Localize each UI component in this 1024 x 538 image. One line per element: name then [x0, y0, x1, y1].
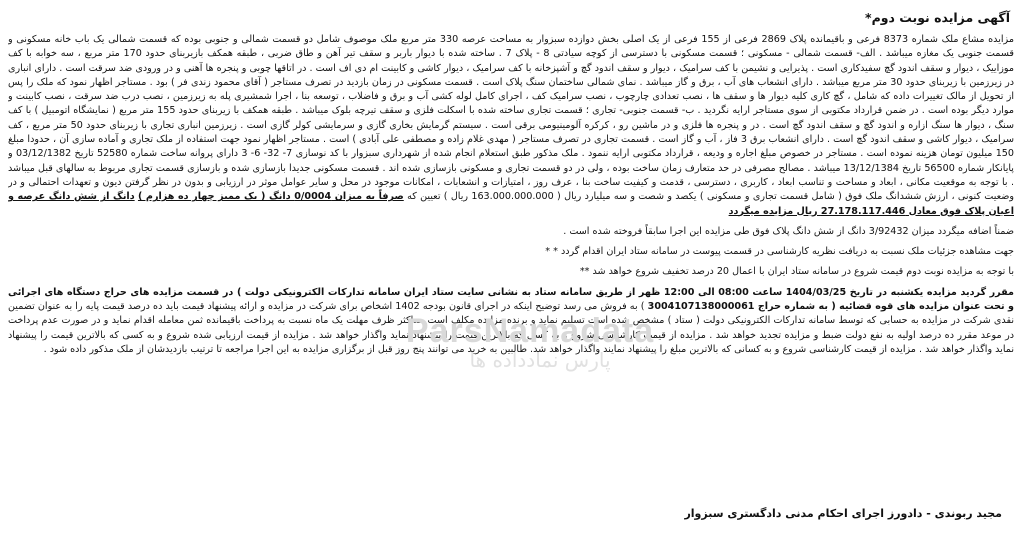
share-amount: صرفاً به میزان 0/0004 دانگ ( یک ممیز چهار ده هزارم ) — [137, 191, 404, 203]
notice-title: آگهی مزایده نوبت دوم* — [865, 10, 1010, 25]
auction-terms — [8, 286, 1014, 357]
auction-terms-body: ) به فروش می رسد توضیح اینکه در اجرای قانون بودجه 1402 اشخاص برای شرکت در مزایده و ارائه پیشنهاد قیمت باید ده درصد قیمت پایه را به عنوان تضمین نقدی شرکت در مزایده به حسابی که توسط سامانه تدارکات الکترونیکی دولت ( ستاد ) مشخص شده است تسلیم نماید و برنده مزایده مکلف است حداکثر ظرف مهلت یک ماه نسبت به پرداخت باقیمانده ثمن معامله اقدام نماید و در صورت عدم پرداخت در موعد مقرر ده درصد اولیه به نفع دولت ضبط و مزایده تجدید خواهد شد . مزایده از قیمت کارشناسی شروع و به کسی که بالاترین قیمت را پیشنهاد نماید واگذار خواهد شد . مزایده از قیمت ارزیابی شده شروع و به کسی که بالاترین قیمت را پیشنهاد نماید واگذار خواهد شد . مزایده از قیمت کارشناسی شروع و به کسانی که بالاترین مبلغ را پیشنهاد نمایند واگذار خواهد شد. طالبین به خرید می توانند پنج روز قبل از برگزاری مزایده به این اجرا مراجعه تا ترتیب بازدیدشان از ملک مذکور داده شود . — [8, 301, 1014, 355]
property-description-body: مزایده مشاع ملک شماره 8373 فرعی و باقیمانده پلاک 2869 فرعی از 155 فرعی از یک اصلی بخش دوازده سبزوار به مساحت عرصه 330 متر مربع ملک موصوف شامل دو قسمت شمالی و جنوبی بوده که قسمت شمالی یک باب خانه مسکونی و قسمت جنوبی یک مغازه میباشد . الف- قسمت شمالی - مسکونی ؛ قسمت مسکونی با دسترسی از کوچه سیادتی 8 - پلاک 7 . ساخته شده با دیوار باربر و سقف تیر آهن و طاق ضربی ، طبقه همکف بازیربنای حدود 170 متر مربع ، سه خوابه با کف موزاییک ، دیوار و سقف اندود گچ سفیدکاری است . پذیرایی و نشیمن با کف سرامیک ، دیوار و سقف اندود گچ و آشپزخانه با کف سرامیک ، دیوار کاشی و کابینت ام دی اف است . در اتاقها چوبی و پنجره ها آهنی و در ورودی ضد سرقت است . دارای انباری در زیرزمین با زیربنای حدود 30 متر مربع میباشد . دارای انشعاب های آب ، برق و گاز میباشد . نمای شمالی ساختمان سنگ پلاک است . قسمت مسکونی در زمان بازدید در تصرف مستاجر ( آقای محمود زندی فر ) بود . مستاجر اظهار نمود که ملک را پس از تحویل از مالک تغییرات داده که شامل ، گچ کاری کلیه دیوار ها و سقف ها ، نصب تعدادی چارچوب ، نصب سرامیک کف ، اجرای کامل لوله کشی آب و برق و فاضلاب ، توسعه بنا ، اجرا شمشیری پله به زیرزمین ، نصب درب ضد سرقت ، نصب کابینت و موارد دیگر بوده است . در ضمن قرارداد مکتوبی از سوی مستاجر ارایه نگردید . ب- قسمت جنوبی- تجاری ؛ قسمت تجاری ساخته شده با اسکلت فلزی و سقف تیرچه بلوک میباشد . طبقه همکف با زیربنای حدود 155 متر مربع ( نمایشگاه اتومبیل ) با کف سنگ ، دیوار ها سنگ ازاره و اندود گچ و سقف اندود گچ است . در و پنجره ها فلزی و در ماشین رو ، کرکره آلومینیومی برقی است . سیستم گرمایش بخاری گازی و سرمایشی کولر گازی است . زیرزمین انباری تجاری با زیربنای حدود 50 متر مربع ، کف سرامیک ، دیوار کاشی و سقف اندود گچ است . دارای انشعاب برق 3 فاز ، آب و گاز است . قسمت تجاری در تصرف مستاجر ( مهدی غلام زاده و مصطفی علی آبادی ) است . مستاجر اظهار نمود جهت استفاده از ملک تجاری و آماده سازی آن ، حدودا مبلغ 150 میلیون تومان هزینه نموده است . مستاجر در خصوص مبلغ اجاره و ودیعه ، قرارداد مکتوبی ارایه ننمود . ملک مذکور طبق استعلام انجام شده از شهرداری سبزوار با کد نوسازی 7- 32- 6- 3 دارای پروانه ساخت شماره 52580 تاریخ 03/12/1382 و پایانکار شماره 56500 تاریخ 13/12/1384 میباشد . مصالح مصرفی در حد متعارف زمان ساخت بوده ، ولی در دو قسمت تجاری و مسکونی بازسازی شده اند . قسمت مسکونی جدیدا بازسازی شده و بازسازی قسمت تجاری مربوط به سالهای قبل میباشد . با توجه به موقعیت مکانی ، ابعاد و مساحت و تناسب ابعاد ، کاربری ، دسترسی ، قدمت و کیفیت ساخت بنا ، عرف روز ، امتیازات و انشعابات ، امکانات موجود در محل و سایر عوامل موثر در ارزیابی و بدون در نظر گرفتن دیون و تعهدات احتمالی و در وضعیت کنونی ، ارزش ششدانگ ملک فوق ( شامل قسمت تجاری و مسکونی ) یکصد و شصت و سه میلیارد ریال ( 163.000.000.000 ریال ) تعیین که — [8, 34, 1014, 203]
watermark-logo: ParsNamadata — [405, 312, 655, 350]
previously-sold-note: ضمناً اضافه میگردد میزان 3/92432 دانگ از شش دانگ پلاک فوق طی مزایده این اجرا سابقاً فروخته شده است . — [563, 225, 1014, 237]
notice-document — [8, 6, 1014, 532]
watermark-subtitle: پارس نمادداده ها — [469, 348, 611, 372]
signature: مجید ربوندی - دادورز اجرای احکام مدنی دادگستری سبزوار — [684, 507, 1002, 520]
auction-date-and-number: مقرر گردید مزایده یکشنبه در تاریخ 1404/03/25 ساعت 08:00 الی 12:00 ظهر از طریق سامانه ستاد به نشانی سایت ستاد ایران سامانه تدارکات الکترونیکی دولت ) در قسمت مزایده های حراج دستگاه های اجرائی و تحت عنوان مزایده های قوه قضائیه ( به شماره حراج 3004107138000061 — [8, 286, 1014, 313]
discount-note: با توجه به مزایده نوبت دوم قیمت شروع در سامانه ستاد ایران با اعمال 20 درصد تخفیف شروع خواهد شد ** — [579, 266, 1014, 278]
property-description — [8, 33, 1014, 219]
share-valuation: دانگ از شش دانگ عرصه و اعیان پلاک فوق معادل 27.178.117.446 ریال مزایده میگردد — [8, 191, 1014, 217]
expert-opinion-note: جهت مشاهده جزئیات ملک نسبت به دریافت نظریه کارشناسی در قسمت پیوست در سامانه ستاد ایران اقدام گردد * * — [545, 246, 1014, 258]
